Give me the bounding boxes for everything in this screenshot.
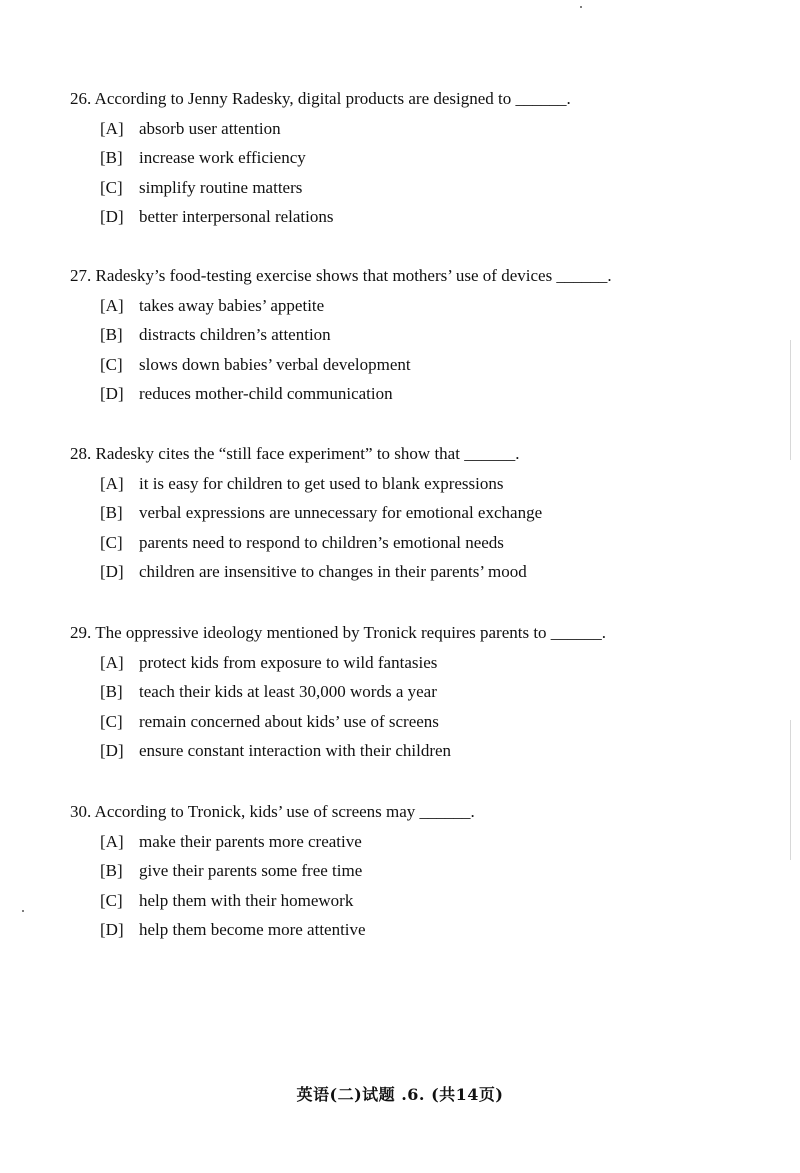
question-stem: 27. Radesky’s food-testing exercise shows that mothers’ use of devices ______. — [70, 266, 612, 285]
option-letter: [B] — [100, 148, 123, 168]
option-text: absorb user attention — [139, 118, 281, 138]
question-stem: 29. The oppressive ideology mentioned by Tronick requires parents to ______. — [70, 623, 607, 642]
option-d — [70, 207, 750, 227]
option-letter: [D] — [100, 384, 124, 404]
option-text: simplify routine matters — [139, 177, 303, 197]
option-text: make their parents more creative — [139, 831, 362, 851]
option-a — [70, 653, 750, 673]
option-letter: [B] — [100, 861, 123, 881]
option-text: increase work efficiency — [139, 148, 306, 168]
option-letter: [B] — [100, 325, 123, 345]
scan-speck — [580, 6, 582, 8]
option-a — [70, 832, 750, 852]
question-28 — [70, 444, 750, 582]
option-text: teach their kids at least 30,000 words a year — [139, 682, 437, 702]
option-letter: [C] — [100, 532, 123, 552]
page-footer: 英语(二)试题 .6. (共14页) — [296, 1085, 504, 1104]
question-stem: 30. According to Tronick, kids’ use of screens may ______. — [70, 802, 475, 821]
option-letter: [B] — [100, 503, 123, 523]
option-b — [70, 682, 750, 702]
scan-speck — [22, 910, 24, 912]
option-text: children are insensitive to changes in their parents’ mood — [139, 562, 527, 582]
option-c — [70, 533, 750, 553]
option-d — [70, 741, 750, 761]
question-27 — [70, 266, 750, 404]
option-text: give their parents some free time — [139, 861, 363, 881]
option-c — [70, 712, 750, 732]
option-letter: [C] — [100, 354, 123, 374]
option-a — [70, 296, 750, 316]
option-text: ensure constant interaction with their children — [139, 741, 452, 761]
scan-edge-line — [790, 340, 791, 460]
option-letter: [A] — [100, 473, 124, 493]
option-c — [70, 178, 750, 198]
option-b — [70, 861, 750, 881]
option-text: help them with their homework — [139, 890, 354, 910]
option-text: help them become more attentive — [139, 920, 366, 940]
option-letter: [D] — [100, 207, 124, 227]
option-letter: [C] — [100, 711, 123, 731]
option-c — [70, 891, 750, 911]
option-text: slows down babies’ verbal development — [139, 354, 411, 374]
option-letter: [A] — [100, 831, 124, 851]
option-a — [70, 119, 750, 139]
question-29 — [70, 623, 750, 761]
option-letter: [A] — [100, 118, 124, 138]
option-b — [70, 148, 750, 168]
option-text: parents need to respond to children’s emotional needs — [139, 532, 504, 552]
option-text: reduces mother-child communication — [139, 384, 393, 404]
option-letter: [A] — [100, 295, 124, 315]
option-text: remain concerned about kids’ use of screens — [139, 711, 439, 731]
option-c — [70, 355, 750, 375]
option-d — [70, 562, 750, 582]
option-text: distracts children’s attention — [139, 325, 331, 345]
option-d — [70, 384, 750, 404]
option-letter: [C] — [100, 890, 123, 910]
option-text: verbal expressions are unnecessary for emotional exchange — [139, 503, 543, 523]
scan-edge-line — [790, 720, 791, 860]
option-letter: [C] — [100, 177, 123, 197]
option-letter: [D] — [100, 741, 124, 761]
option-text: protect kids from exposure to wild fantasies — [139, 652, 438, 672]
option-text: better interpersonal relations — [139, 207, 334, 227]
question-30 — [70, 802, 750, 940]
option-letter: [D] — [100, 920, 124, 940]
question-26 — [70, 89, 750, 227]
option-text: it is easy for children to get used to blank expressions — [139, 473, 504, 493]
question-stem: 26. According to Jenny Radesky, digital products are designed to ______. — [70, 89, 571, 108]
option-d — [70, 920, 750, 940]
option-letter: [A] — [100, 652, 124, 672]
option-letter: [B] — [100, 682, 123, 702]
option-text: takes away babies’ appetite — [139, 295, 325, 315]
question-stem: 28. Radesky cites the “still face experiment” to show that ______. — [70, 444, 520, 463]
option-b — [70, 503, 750, 523]
option-letter: [D] — [100, 562, 124, 582]
option-a — [70, 474, 750, 494]
option-b — [70, 325, 750, 345]
